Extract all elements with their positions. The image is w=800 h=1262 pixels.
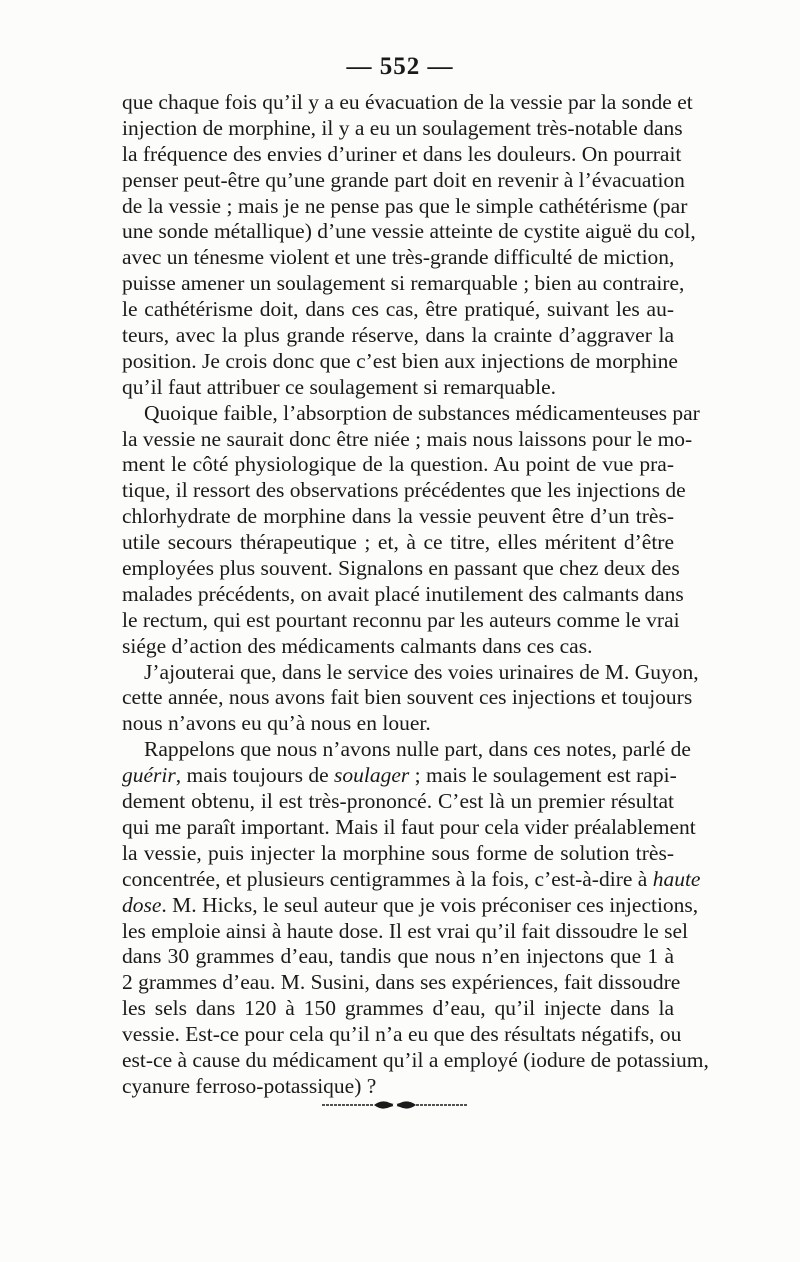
- text-line: une sonde métallique) d’une vessie atteinte de cystite aiguë du col,: [122, 219, 696, 244]
- paragraph: [122, 90, 696, 401]
- text-line: cyanure ferroso-potassique) ?: [122, 1073, 377, 1098]
- text-line: Quoique faible, l’absorption de substances médicamenteuses par: [144, 400, 700, 425]
- text-line: dement obtenu, il est très-prononcé. C’est là un premier résultat: [122, 789, 674, 814]
- text-line: [122, 737, 691, 763]
- text-line: nous n’avons eu qu’à nous en louer.: [122, 711, 431, 736]
- text-line: vessie. Est-ce pour cela qu’il n’a eu que des résultats négatifs, ou: [122, 1022, 682, 1047]
- text-run: ; mais le soulagement est rapi-: [409, 763, 677, 788]
- text-run: concentrée, et plusieurs centigrammes à la fois, c’est-à-dire à: [122, 866, 653, 891]
- text-line: dans 30 grammes d’eau, tandis que nous n’en injectons que 1 à: [122, 944, 674, 969]
- text-line: [122, 866, 701, 893]
- paragraph: [122, 659, 699, 738]
- text-line: employées plus souvent. Signalons en passant que chez deux des: [122, 556, 680, 581]
- text-line: que chaque fois qu’il y a eu évacuation de la vessie par la sonde et: [122, 90, 693, 114]
- text-line: position. Je crois donc que c’est bien aux injections de morphine: [122, 348, 678, 373]
- text-line: avec un ténesme violent et une très-grande difficulté de miction,: [122, 245, 675, 270]
- text-line: chlorhydrate de morphine dans la vessie peuvent être d’un très-: [122, 504, 674, 529]
- text-line: [122, 763, 677, 789]
- text-line: puisse amener un soulagement si remarquable ; bien au contraire,: [122, 271, 685, 296]
- italic-word: dose: [122, 892, 162, 917]
- text-line: la vessie, puis injecter la morphine sous forme de solution très-: [122, 840, 674, 865]
- text-line: utile secours thérapeutique ; et, à ce titre, elles méritent d’être: [122, 530, 674, 555]
- text-line: J’ajouterai que, dans le service des voies urinaires de M. Guyon,: [144, 659, 699, 684]
- text-line: teurs, avec la plus grande réserve, dans la crainte d’aggraver la: [122, 323, 674, 348]
- text-run: Rappelons que nous n’avons nulle part, dans ces notes, parlé de: [144, 737, 691, 762]
- text-line: la vessie ne saurait donc être niée ; mais nous laissons pour le mo-: [122, 426, 693, 451]
- italic-word: haute: [652, 866, 701, 891]
- text-line: le cathétérisme doit, dans ces cas, être pratiqué, suivant les au-: [122, 297, 674, 322]
- text-line: malades précédents, on avait placé inutilement des calmants dans: [122, 581, 684, 606]
- text-line: est-ce à cause du médicament qu’il a employé (iodure de potassium,: [122, 1047, 709, 1072]
- text-line: les emploie ainsi à haute dose. Il est vrai qu’il fait dissoudre le sel: [122, 918, 689, 943]
- text-line: siége d’action des médicaments calmants dans ces cas.: [122, 633, 593, 658]
- text-run: . M. Hicks, le seul auteur que je vois préconiser ces injections,: [161, 892, 699, 917]
- paragraph: [122, 400, 700, 660]
- text-line: qui me paraît important. Mais il faut pour cela vider préalablement: [122, 814, 696, 839]
- text-line: 2 grammes d’eau. M. Susini, dans ses expériences, fait dissoudre: [122, 970, 681, 995]
- text-line: cette année, nous avons fait bien souvent ces injections et toujours: [122, 685, 693, 710]
- text-line: le rectum, qui est pourtant reconnu par les auteurs comme le vrai: [122, 607, 680, 632]
- paragraph: [122, 737, 709, 1099]
- text-line: la fréquence des envies d’uriner et dans les douleurs. On pourrait: [122, 141, 682, 166]
- text-line: penser peut-être qu’une grande part doit en revenir à l’évacuation: [122, 167, 685, 192]
- end-ornament: [322, 1098, 468, 1112]
- text-line: qu’il faut attribuer ce soulagement si remarquable.: [122, 374, 557, 399]
- body-text: [122, 90, 709, 1100]
- italic-word: guérir: [122, 763, 176, 788]
- italic-word: soulager: [334, 763, 410, 788]
- text-line: [122, 892, 699, 919]
- text-line: de la vessie ; mais je ne pense pas que le simple cathétérisme (par: [122, 193, 688, 218]
- page-number: — 552 —: [346, 53, 454, 80]
- text-line: injection de morphine, il y a eu un soulagement très-notable dans: [122, 115, 683, 140]
- text-line: tique, il ressort des observations précédentes que les injections de: [122, 478, 686, 503]
- text-line: ment le côté physiologique de la question. Au point de vue pra-: [122, 452, 674, 477]
- text-run: , mais toujours de: [175, 763, 334, 788]
- text-line: les sels dans 120 à 150 grammes d’eau, qu’il injecte dans la: [122, 996, 674, 1021]
